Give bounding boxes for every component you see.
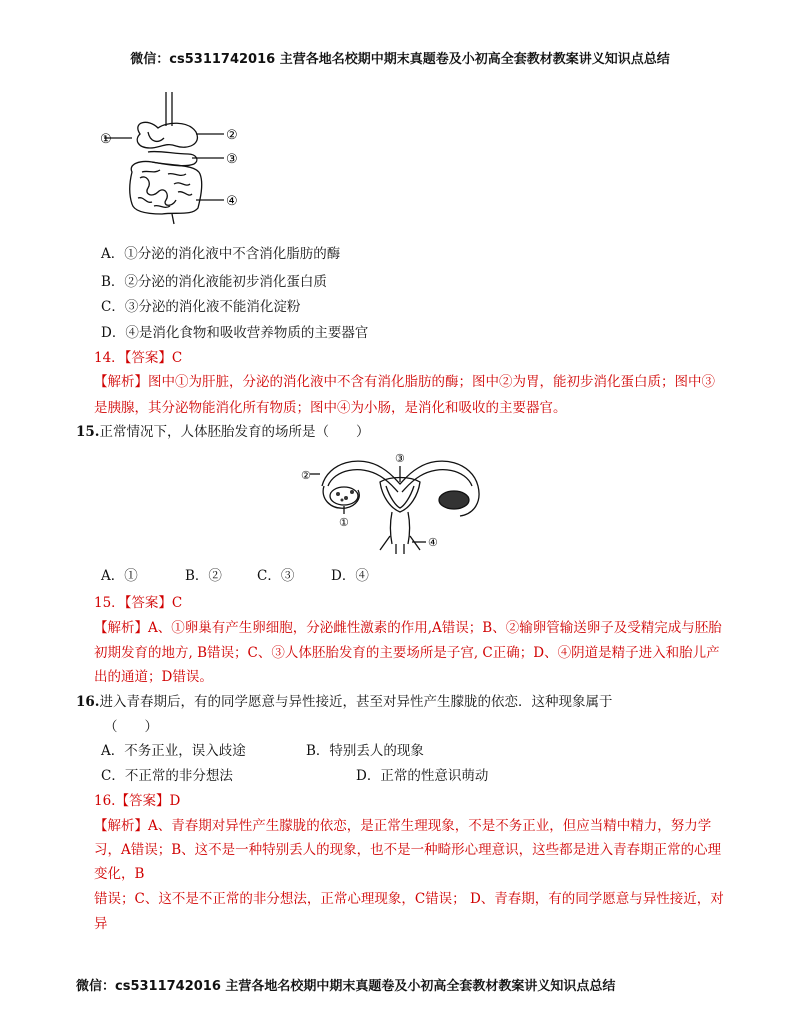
q15-stem xyxy=(76,422,370,442)
q16-analysis-line3: 变化，B xyxy=(94,866,145,882)
reproductive-system-figure xyxy=(300,446,500,558)
q16-number: 16. xyxy=(76,694,100,710)
digestive-system-figure xyxy=(92,88,252,228)
label-2: ② xyxy=(226,128,238,143)
q16-analysis-line4: 错误；C、这不是不正常的非分想法，正常心理现象，C错误； D、青春期，有的同学愿意与异性接近，对 xyxy=(94,891,724,907)
label-3-uterus: ③ xyxy=(395,452,405,465)
q15-option-c: C．③ xyxy=(257,568,295,584)
label-4-vagina: ④ xyxy=(428,536,438,549)
q16-option-c: C．不正常的非分想法 xyxy=(101,768,233,784)
page-header: 微信：cs5311742016 主营各地名校期中期末真题卷及小初高全套教材教案讲义知识点总结 xyxy=(130,52,670,67)
q16-stem xyxy=(76,692,613,712)
label-3: ③ xyxy=(226,152,238,167)
label-1-ovary: ① xyxy=(339,516,349,529)
q15-number: 15. xyxy=(76,424,100,440)
q15-analysis-line1: 【解析】A、①卵巢有产生卵细胞，分泌雌性激素的作用,A错误；B、②输卵管输送卵子及受精完成与胚胎 xyxy=(94,620,722,636)
q15-option-a: A．① xyxy=(101,568,138,584)
label-2-oviduct: ② xyxy=(301,469,311,482)
label-1: ① xyxy=(100,132,112,147)
label-4: ④ xyxy=(226,194,238,209)
q14-option-b: B．②分泌的消化液能初步消化蛋白质 xyxy=(101,274,327,290)
q14-answer: 14．【答案】C xyxy=(94,350,183,366)
q14-analysis-line1: 【解析】图中①为肝脏，分泌的消化液中不含有消化脂肪的酶；图中②为胃，能初步消化蛋白质；图中③ xyxy=(94,374,715,390)
q15-analysis-line3: 出的通道；D错误。 xyxy=(94,669,213,685)
q16-option-a: A．不务正业，误入歧途 xyxy=(101,743,246,759)
q16-analysis-line2: 习，A错误；B、这不是一种特别丢人的现象，也不是一种畸形心理意识，这些都是进入青春期正常的心理 xyxy=(94,842,722,858)
q14-option-d: D．④是消化食物和吸收营养物质的主要器官 xyxy=(101,325,369,341)
q15-stem-text: 正常情况下，人体胚胎发育的场所是（ ） xyxy=(99,424,370,440)
page-footer: 微信：cs5311742016 主营各地名校期中期末真题卷及小初高全套教材教案讲义知识点总结 xyxy=(76,979,616,994)
q14-analysis-line2: 是胰腺，其分泌物能消化所有物质；图中④为小肠，是消化和吸收的主要器官。 xyxy=(94,400,567,416)
q15-analysis-line2: 初期发育的地方, B错误；C、③人体胚胎发育的主要场所是子宫, C正确；D、④阴道是精子进入和胎儿产 xyxy=(94,645,720,661)
q16-answer: 16.【答案】D xyxy=(94,793,181,809)
q16-analysis-line1: 【解析】A、青春期对异性产生朦胧的依恋，是正常生理现象，不是不务正业，但应当精中精力，努力学 xyxy=(94,818,712,834)
q15-option-b: B．② xyxy=(185,568,222,584)
q16-option-b: B．特别丢人的现象 xyxy=(306,743,424,759)
q14-option-a: A．①分泌的消化液中不含消化脂肪的酶 xyxy=(101,246,341,262)
q16-option-d: D．正常的性意识萌动 xyxy=(356,768,489,784)
q15-answer: 15．【答案】C xyxy=(94,595,183,611)
q16-paren: （ ） xyxy=(104,719,158,735)
q16-analysis-line5: 异 xyxy=(94,916,108,932)
q14-option-c: C．③分泌的消化液不能消化淀粉 xyxy=(101,299,301,315)
q16-stem-text: 进入青春期后，有的同学愿意与异性接近，甚至对异性产生朦胧的依恋．这种现象属于 xyxy=(99,694,613,710)
q15-option-d: D．④ xyxy=(331,568,369,584)
